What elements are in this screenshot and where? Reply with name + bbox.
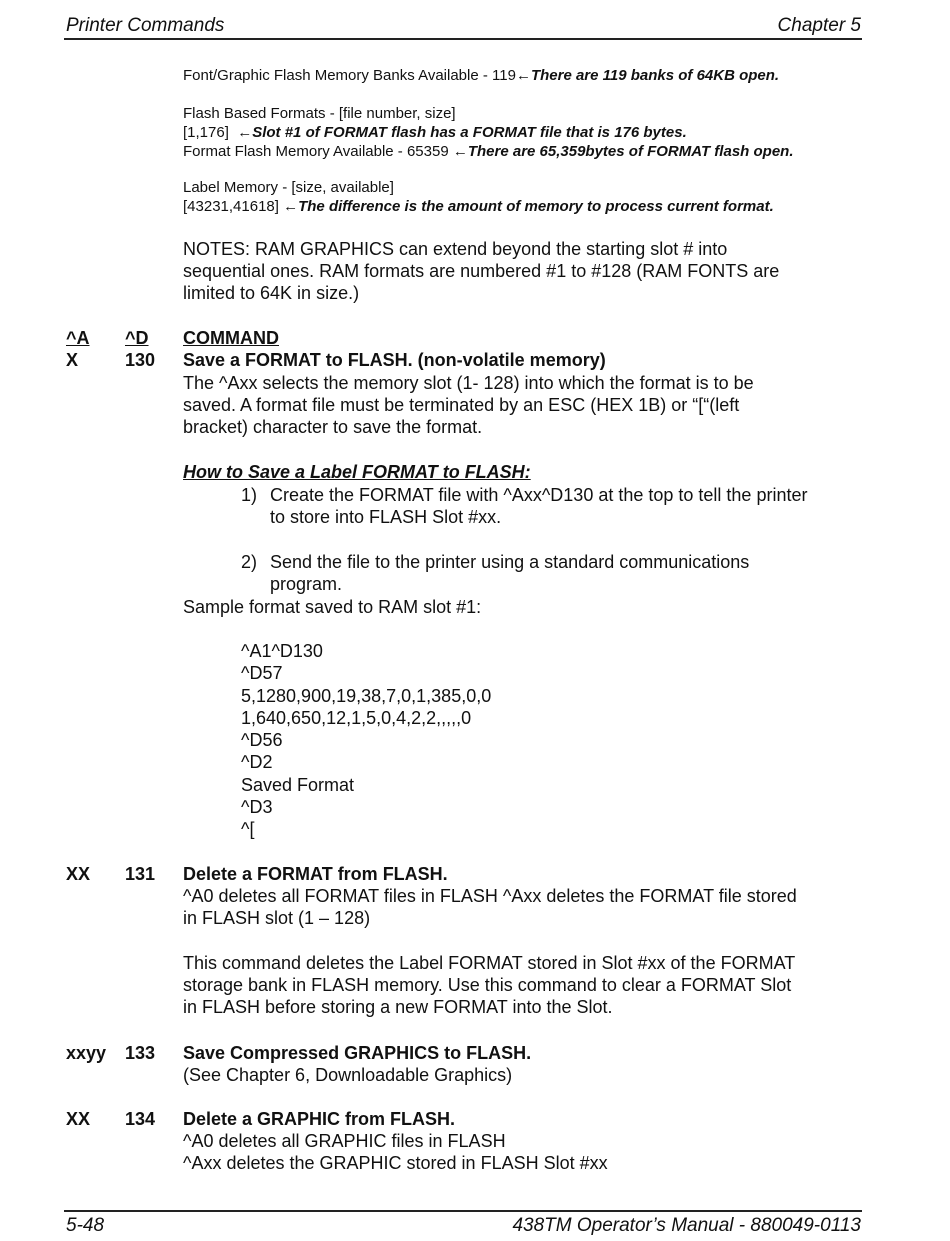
- cmd130-desc-line: bracket) character to save the format.: [183, 417, 483, 437]
- cmd130-desc-line: saved. A format file must be terminated by an ESC (HEX 1B) or “[“(left: [183, 395, 740, 415]
- footer-rule: [64, 1210, 862, 1212]
- cmd130-desc-line: The ^Axx selects the memory slot (1- 128) into which the format is to be: [183, 373, 754, 393]
- cmd133-d: 133: [125, 1043, 156, 1063]
- step2-line: Send the file to the printer using a standard communications: [270, 552, 750, 572]
- step1-number: 1): [241, 485, 258, 505]
- cmd134-a: XX: [66, 1109, 91, 1129]
- banks-note: There are 119 banks of 64KB open.: [530, 67, 780, 84]
- notes-line: sequential ones. RAM formats are numbered #1 to #128 (RAM FONTS are: [183, 261, 780, 281]
- col-header-a: ^A: [66, 328, 90, 348]
- sample-line: ^D56: [241, 730, 283, 750]
- cmd131-title: Delete a FORMAT from FLASH.: [183, 864, 448, 884]
- sample-line: ^D2: [241, 752, 273, 772]
- sample-line: ^A1^D130: [241, 641, 323, 661]
- cmd131-para-line: storage bank in FLASH memory. Use this command to clear a FORMAT Slot: [183, 975, 792, 995]
- cmd134-d: 134: [125, 1109, 156, 1129]
- cmd130-a: X: [66, 350, 79, 370]
- label-mem-line: [183, 198, 774, 215]
- cmd131-para-line: This command deletes the Label FORMAT stored in Slot #xx of the FORMAT: [183, 953, 796, 973]
- sample-title: Sample format saved to RAM slot #1:: [183, 597, 482, 617]
- cmd133-title: Save Compressed GRAPHICS to FLASH.: [183, 1043, 532, 1063]
- cmd131-para-line: in FLASH before storing a new FORMAT into the Slot.: [183, 997, 613, 1017]
- flash-formats-note: Slot #1 of FORMAT flash has a FORMAT file that is 176 bytes.: [252, 124, 687, 141]
- sample-line: Saved Format: [241, 775, 355, 795]
- header-right: Chapter 5: [777, 15, 861, 36]
- header-rule: [64, 38, 862, 40]
- header-left: Printer Commands: [66, 15, 225, 36]
- sample-line: 1,640,650,12,1,5,0,4,2,2,,,,,0: [241, 708, 472, 728]
- arrow-icon: ←: [452, 143, 468, 160]
- cmd133-desc: (See Chapter 6, Downloadable Graphics): [183, 1065, 513, 1085]
- label-mem-note: The difference is the amount of memory to process current format.: [298, 198, 774, 215]
- flash-formats-title: Flash Based Formats - [file number, size]: [183, 105, 456, 122]
- flash-formats-value: [1,176]: [183, 124, 229, 141]
- col-header-d: ^D: [125, 328, 149, 348]
- banks-line: [183, 67, 779, 84]
- cmd133-a: xxyy: [66, 1043, 107, 1063]
- flash-formats-line: [183, 124, 687, 141]
- label-mem-value: [43231,41618]: [183, 198, 279, 215]
- cmd131-desc-line: in FLASH slot (1 – 128): [183, 908, 371, 928]
- cmd130-d: 130: [125, 350, 156, 370]
- sample-line: ^D57: [241, 663, 283, 683]
- banks-value: Font/Graphic Flash Memory Banks Available - 119: [183, 67, 516, 84]
- notes-line: limited to 64K in size.): [183, 283, 360, 303]
- step2-line: program.: [270, 574, 343, 594]
- notes-line: NOTES: RAM GRAPHICS can extend beyond the starting slot # into: [183, 239, 728, 259]
- cmd134-desc-line: ^A0 deletes all GRAPHIC files in FLASH: [183, 1131, 506, 1151]
- col-header-command: COMMAND: [183, 328, 279, 348]
- howto-title: How to Save a Label FORMAT to FLASH:: [183, 462, 531, 482]
- label-mem-title: Label Memory - [size, available]: [183, 179, 394, 196]
- sample-line: 5,1280,900,19,38,7,0,1,385,0,0: [241, 686, 492, 706]
- footer-right: 438TM Operator’s Manual - 880049-0113: [512, 1215, 861, 1236]
- cmd131-a: XX: [66, 864, 91, 884]
- step2-number: 2): [241, 552, 258, 572]
- arrow-icon: ←: [283, 198, 299, 215]
- arrow-icon: ←: [515, 67, 531, 84]
- format-mem-line: [183, 143, 794, 160]
- step1-line: to store into FLASH Slot #xx.: [270, 507, 502, 527]
- format-mem-value: Format Flash Memory Available - 65359: [183, 143, 449, 160]
- cmd130-title: Save a FORMAT to FLASH. (non-volatile memory): [183, 350, 606, 370]
- sample-line: ^D3: [241, 797, 273, 817]
- step1-line: Create the FORMAT file with ^Axx^D130 at the top to tell the printer: [270, 485, 808, 505]
- cmd134-desc-line: ^Axx deletes the GRAPHIC stored in FLASH Slot #xx: [183, 1153, 608, 1173]
- format-mem-note: There are 65,359bytes of FORMAT flash open.: [467, 143, 794, 160]
- arrow-icon: ←: [237, 124, 253, 141]
- sample-line: ^[: [241, 819, 255, 839]
- footer-left: 5-48: [66, 1215, 105, 1236]
- cmd134-title: Delete a GRAPHIC from FLASH.: [183, 1109, 456, 1129]
- cmd131-d: 131: [125, 864, 156, 884]
- cmd131-desc-line: ^A0 deletes all FORMAT files in FLASH ^Axx deletes the FORMAT file stored: [183, 886, 797, 906]
